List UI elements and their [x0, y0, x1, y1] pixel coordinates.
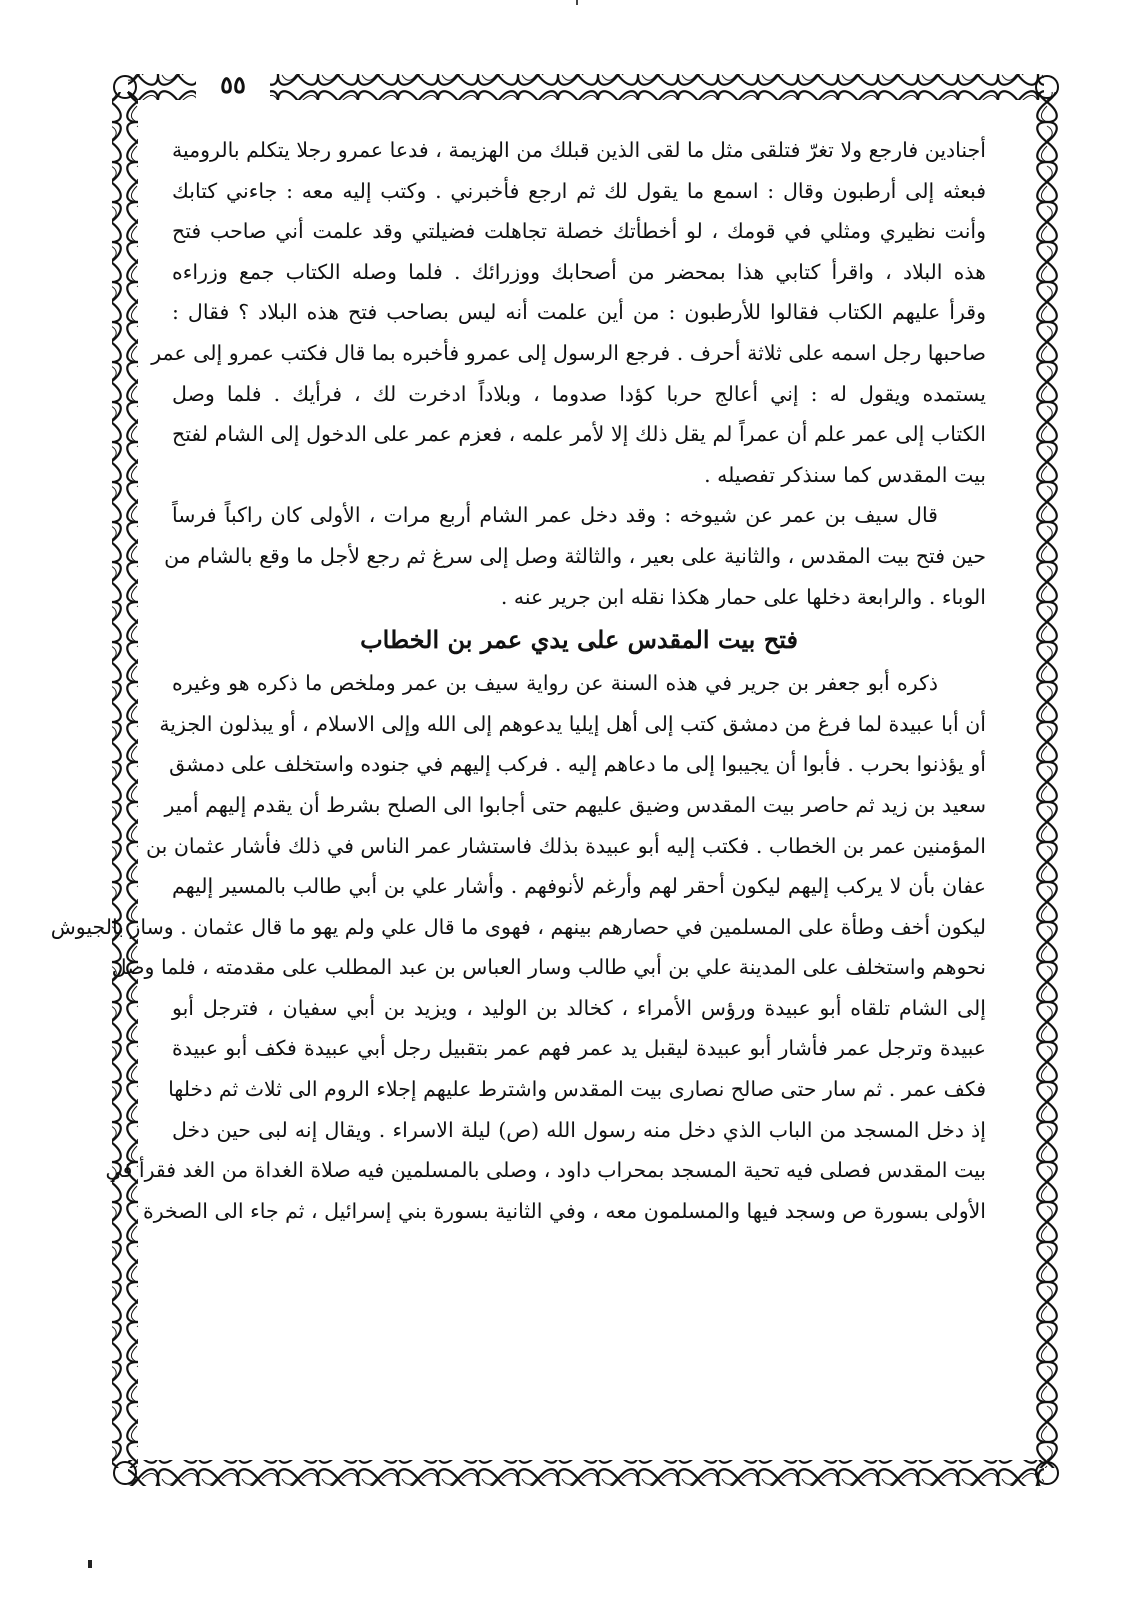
text-line: ليكون أخف وطأة على المسلمين في حصارهم بينهم ، فهوى ما قال علي ولم يهو ما قال عثمان . وسار بالجيوش [50, 914, 986, 939]
text-line: هذه البلاد ، واقرأ كتابي هذا بمحضر من أصحابك ووزرائك . فلما وصله الكتاب جمع وزراءه [172, 259, 986, 284]
text-line: يستمده ويقول له : إني أعالج حربا كؤدا صدوما ، وبلاداً ادخرت لك ، فرأيك . فلما وصل [172, 381, 986, 406]
text-line: عفان بأن لا يركب إليهم ليكون أحقر لهم وأرغم لأنوفهم . وأشار علي بن أبي طالب بالمسير إليهم [172, 874, 986, 899]
text-line: الأولى بسورة ص وسجد فيها والمسلمون معه ، وفي الثانية بسورة بني إسرائيل ، ثم جاء الى الصخرة [143, 1198, 986, 1223]
text-line: وقرأ عليهم الكتاب فقالوا للأرطبون : من أين علمت أنه ليس بصاحب فتح هذه البلاد ؟ فقال : [172, 300, 986, 325]
text-line: الكتاب إلى عمر علم أن عمراً لم يقل ذلك إلا لأمر علمه ، فعزم عمر على الدخول إلى الشام لفتح [172, 422, 986, 447]
text-line: إلى الشام تلقاه أبو عبيدة ورؤس الأمراء ، كخالد بن الوليد ، ويزيد بن أبي سفيان ، فترجل أبو [172, 995, 986, 1020]
text-line: حين فتح بيت المقدس ، والثانية على بعير ، والثالثة وصل إلى سرغ ثم رجع لأجل ما وقع بالشام من [164, 543, 986, 568]
text-line: بيت المقدس كما سنذكر تفصيله . [704, 462, 986, 487]
text-line: أجنادين فارجع ولا تغرّ فتلقى مثل ما لقى الذين قبلك من الهزيمة ، فدعا عمرو رجلا يتكلم بالرومية [172, 138, 986, 162]
text-line: إذ دخل المسجد من الباب الذي دخل منه رسول الله (ص) ليلة الاسراء . ويقال إنه لبى حين دخل [172, 1117, 986, 1142]
text-line: فكف عمر . ثم سار حتى صالح نصارى بيت المقدس واشترط عليهم إجلاء الروم الى ثلاث ثم دخلها [168, 1077, 986, 1102]
text-line: أن أبا عبيدة لما فرغ من دمشق كتب إلى أهل إيليا يدعوهم إلى الله وإلى الاسلام ، أو يبذلون الجزية [159, 711, 986, 736]
text-line: صاحبها رجل اسمه على ثلاثة أحرف . فرجع الرسول إلى عمرو فأخبره بما قال فكتب عمرو إلى عمر [151, 340, 986, 365]
text-line: بيت المقدس فصلى فيه تحية المسجد بمحراب داود ، وصلى بالمسلمين فيه صلاة الغداة من الغد فقرأ في [105, 1158, 986, 1183]
text-line: سعيد بن زيد ثم حاصر بيت المقدس وضيق عليهم حتى أجابوا الى الصلح بشرط أن يقدم إليهم أمير [164, 792, 986, 817]
section-heading: فتح بيت المقدس على يدي عمر بن الخطاب [360, 625, 798, 655]
scan-mark [576, 0, 578, 5]
text-line: فبعثه إلى أرطبون وقال : اسمع ما يقول لك ثم ارجع فأخبرني . وكتب إليه معه : جاءني كتابك [172, 178, 986, 203]
text-line: نحوهم واستخلف على المدينة علي بن أبي طالب وسار العباس بن عبد المطلب على مقدمته ، فلما وصل [111, 955, 986, 980]
text-line: قال سيف بن عمر عن شيوخه : وقد دخل عمر الشام أربع مرات ، الأولى كان راكباً فرساً [172, 503, 938, 528]
paragraph-1 [151, 130, 986, 495]
text-line: الوباء . والرابعة دخلها على حمار هكذا نقله ابن جرير عنه . [500, 584, 986, 609]
border-bottom [128, 1460, 1044, 1486]
text-line: ذكره أبو جعفر بن جرير في هذه السنة عن رواية سيف بن عمر وملخص ما ذكره هو وغيره [172, 671, 938, 696]
text-line: أو يؤذنوا بحرب . فأبوا أن يجيبوا إلى ما دعاهم إليه . فركب إليهم في جنوده واستخلف على دمشق [169, 752, 986, 777]
paragraph-2 [164, 495, 986, 617]
border-right [1034, 92, 1060, 1468]
text-line: وأنت نظيري ومثلي في قومك ، لو أخطأتك خصلة تجاهلت فضيلتي وقد علمت أني صاحب فتح [172, 219, 986, 244]
border-left [112, 92, 138, 1468]
paragraph-3 [50, 663, 986, 1231]
page-number: ٥٥ [196, 68, 270, 102]
text-line: عبيدة وترجل عمر فأشار أبو عبيدة ليقبل يد عمر فهم عمر بتقبيل رجل أبي عبيدة فكف أبو عبيدة [172, 1036, 986, 1061]
page-text [50, 130, 986, 1231]
text-line: المؤمنين عمر بن الخطاب . فكتب إليه أبو عبيدة بذلك فاستشار عمر الناس في ذلك فأشار عثمان بن [146, 833, 986, 858]
scan-mark [88, 1560, 92, 1568]
